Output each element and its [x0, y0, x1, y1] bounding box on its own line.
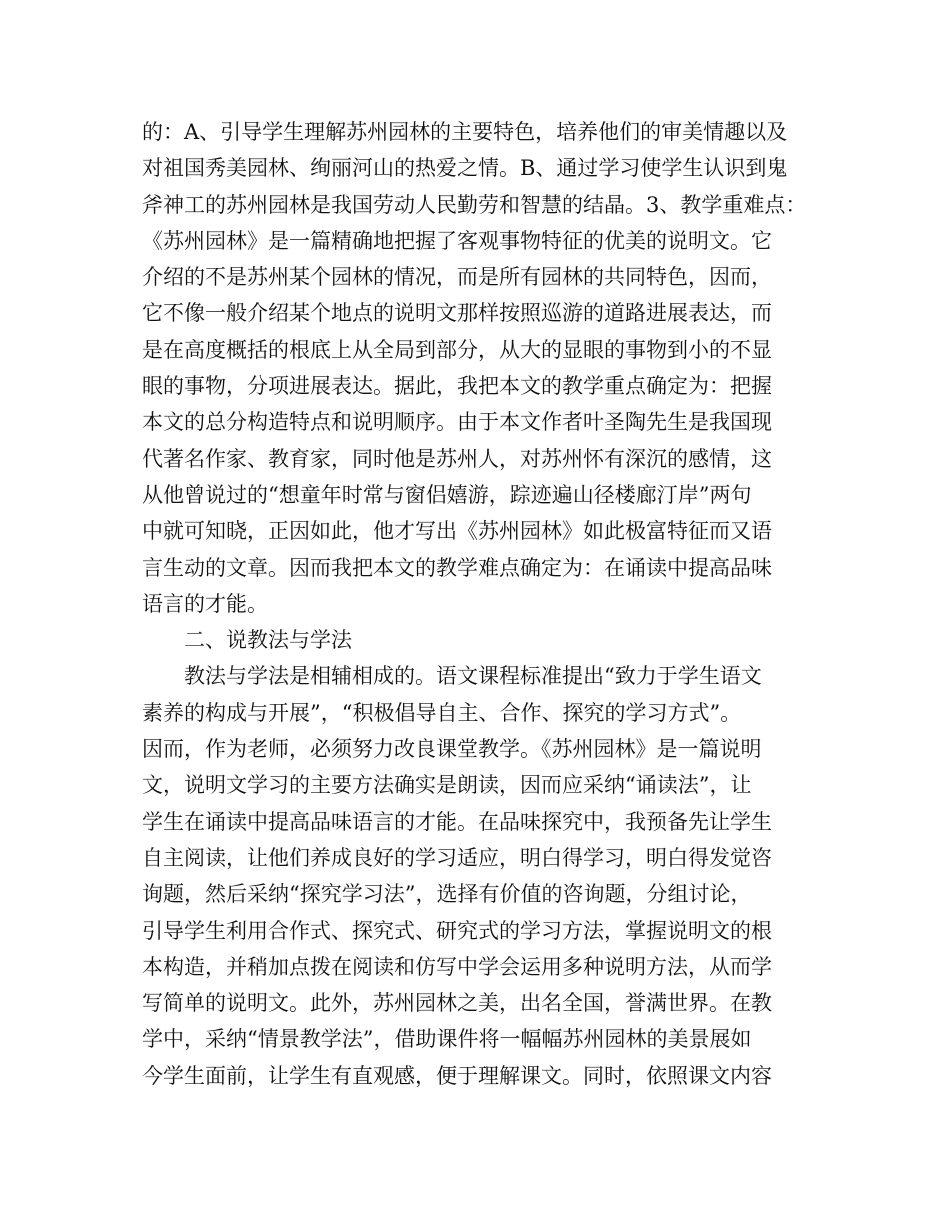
text-line: 学中，采纳“情景教学法”，借助课件将一幅幅苏州园林的美景展如 — [142, 1027, 752, 1052]
text-line: 介绍的不是苏州某个园林的情况，而是所有园林的共同特色，因而， — [142, 265, 772, 290]
text-line: 代著名作家、教育家，同时他是苏州人，对苏州怀有深沉的感情，这 — [142, 446, 772, 471]
text-line: 对祖国秀美园林、绚丽河山的热爱之情。B、通过学习使学生认识到鬼 — [142, 156, 788, 181]
text-line: 中就可知晓，正因如此，他才写出《苏州园林》如此极富特征而又语 — [142, 519, 772, 544]
text-line: 因而，作为老师，必须努力改良课堂教学。《苏州园林》是一篇说明 — [142, 737, 762, 762]
text-line: 斧神工的苏州园林是我国劳动人民勤劳和智慧的结晶。3、教学重难点： — [142, 192, 807, 217]
text-line: 学生在诵读中提高品味语言的才能。在品味探究中，我预备先让学生 — [142, 809, 772, 834]
text-line: 写简单的说明文。此外，苏州园林之美，出名全国，誉满世界。在教 — [142, 991, 772, 1016]
paragraph-first-line: 教法与学法是相辅相成的。语文课程标准提出“致力于学生语文 — [184, 664, 762, 689]
text-line: 素养的构成与开展”，“积极倡导自主、合作、探究的学习方式”。 — [142, 700, 742, 725]
text-line: 眼的事物，分项进展表达。据此，我把本文的教学重点确定为：把握 — [142, 374, 772, 399]
text-line: 引导学生利用合作式、探究式、研究式的学习方法，掌握说明文的根 — [142, 918, 772, 943]
text-line: 本构造，并稍加点拨在阅读和仿写中学会运用多种说明方法，从而学 — [142, 954, 772, 979]
text-line: 从他曾说过的“想童年时常与窗侣嬉游，踪迹遍山径楼廊汀岸”两句 — [142, 482, 752, 507]
text-line: 自主阅读，让他们养成良好的学习适应，明白得学习，明白得发觉咨 — [142, 845, 772, 870]
text-line: 的：A、引导学生理解苏州园林的主要特色，培养他们的审美情趣以及 — [142, 120, 788, 144]
text-line: 《苏州园林》是一篇精确地把握了客观事物特征的优美的说明文。它 — [142, 228, 772, 253]
text-line: 语言的才能。 — [142, 591, 268, 616]
text-line: 本文的总分构造特点和说明顺序。由于本文作者叶圣陶先生是我国现 — [142, 410, 772, 435]
text-line: 言生动的文章。因而我把本文的教学难点确定为：在诵读中提高品味 — [142, 555, 772, 580]
section-heading: 二、说教法与学法 — [184, 628, 352, 653]
text-line: 文，说明文学习的主要方法确实是朗读，因而应采纳“诵读法”，让 — [142, 773, 752, 798]
text-line: 今学生面前，让学生有直观感，便于理解课文。同时，依照课文内容 — [142, 1063, 772, 1088]
document-body — [142, 114, 818, 1094]
text-line: 是在高度概括的根底上从全局到部分，从大的显眼的事物到小的不显 — [142, 337, 772, 362]
text-line: 它不像一般介绍某个地点的说明文那样按照巡游的道路进展表达，而 — [142, 301, 772, 326]
text-line: 询题，然后采纳“探究学习法”，选择有价值的咨询题，分组讨论， — [142, 882, 752, 907]
